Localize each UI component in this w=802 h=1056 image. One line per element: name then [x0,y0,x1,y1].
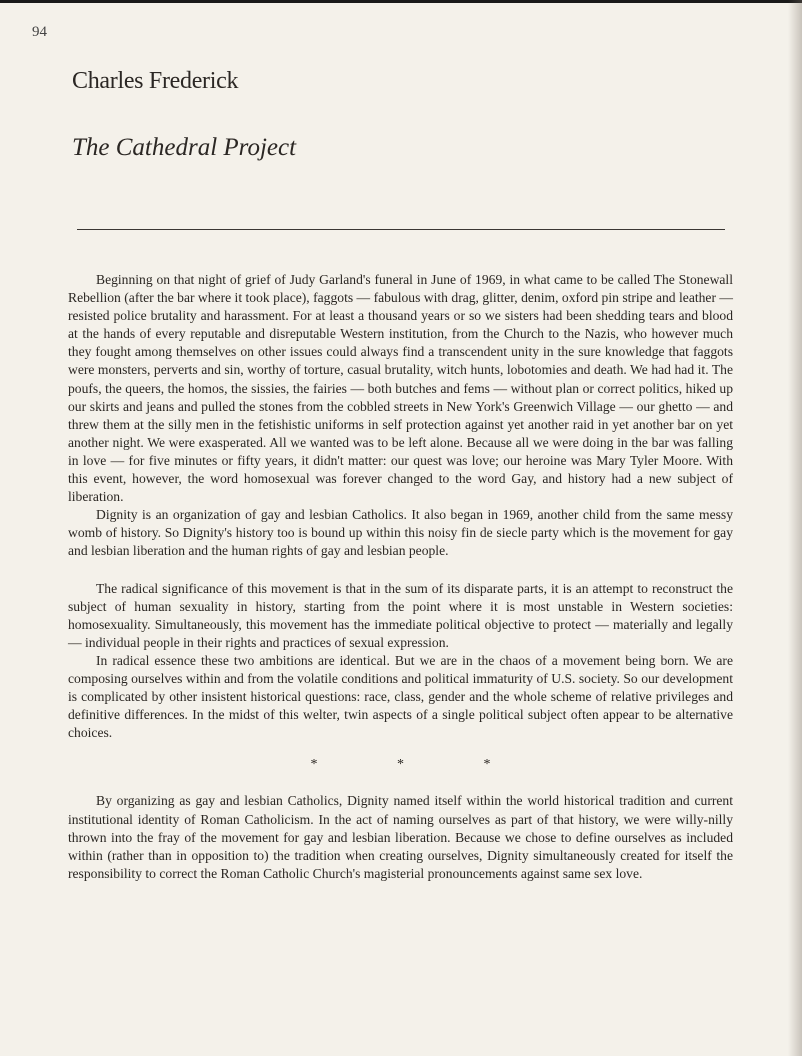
paragraph-1: Beginning on that night of grief of Judy Garland's funeral in June of 1969, in what came to be called The Stonewall Rebellion (after the bar where it took place), faggots — fabulous with drag, glitter, denim, oxford pin stripe and leather — resisted police brutality and harassment. For at least a thousand years or so we sisters had been shedding tears and blood at the hands of every reputable and disreputable Western institution, from the Church to the Nazis, who however much they fought among themselves on other issues could always find a transcendent unity in the sure knowledge that faggots were monsters, perverts and sin, worthy of torture, casual brutality, witch hunts, lobotomies and death. We had had it. The poufs, the queers, the homos, the sissies, the fairies — both butches and fems — without plan or correct politics, hiked up our skirts and jeans and pulled the stones from the cobbled streets in New York's Greenwich Village — our ghetto — and threw them at the silly men in the fetishistic uniforms in self protection against yet another raid in yet another bar on yet another night. We were exasperated. All we wanted was to be left alone. Because all we were doing in the bar was falling in love — for five minutes or fifty years, it didn't matter: our quest was love; our heroine was Mary Tyler Moore. With this event, however, the word homosexual was forever changed to the word Gay, and history had a new subject of liberation. [68,272,733,505]
paragraph-3: The radical significance of this movement is that in the sum of its disparate parts, it is an attempt to reconstruct the subject of human sexuality in history, starting from the point where it is most unstable in Western societies: homosexuality. Simultaneously, this movement has the immediate political objective to protect — materially and legally — individual people in their rights and practices of sexual expression. [68,580,733,650]
paragraph-gap [68,561,733,580]
article-body [68,271,733,883]
separator-star: * [397,757,404,773]
top-edge-rule [0,0,802,3]
article-title: The Cathedral Project [72,134,297,161]
page-gutter-shadow [788,0,802,1056]
page-number: 94 [32,24,47,40]
title-divider [77,229,725,230]
separator-star: * [310,757,318,773]
section-separator [68,742,733,792]
separator-star: * [483,757,491,773]
paragraph-5: By organizing as gay and lesbian Catholics, Dignity named itself within the world historical tradition and current institutional identity of Roman Catholicism. In the act of naming ourselves as part of that history, we were willy-nilly thrown into the fray of the movement for gay and lesbian liberation. Because we chose to define ourselves as included within (rather than in opposition to) the tradition when creating ourselves, Dignity simultaneously created for itself the responsibility to correct the Roman Catholic Church's magisterial pronouncements against same sex love. [68,793,733,881]
paragraph-4: In radical essence these two ambitions are identical. But we are in the chaos of a movement being born. We are composing ourselves within and from the volatile conditions and political immaturity of U.S. society. So our development is complicated by other insistent historical questions: race, class, gender and the whole scheme of relative privileges and definitive differences. In the midst of this welter, twin aspects of a single political subject often appear to be alternative choices. [68,652,733,741]
paragraph-2: Dignity is an organization of gay and lesbian Catholics. It also began in 1969, another child from the same messy womb of history. So Dignity's history too is bound up within this noisy fin de siecle party which is the movement for gay and lesbian liberation and the human rights of gay and lesbian people. [68,507,733,559]
author-name: Charles Frederick [72,68,239,94]
